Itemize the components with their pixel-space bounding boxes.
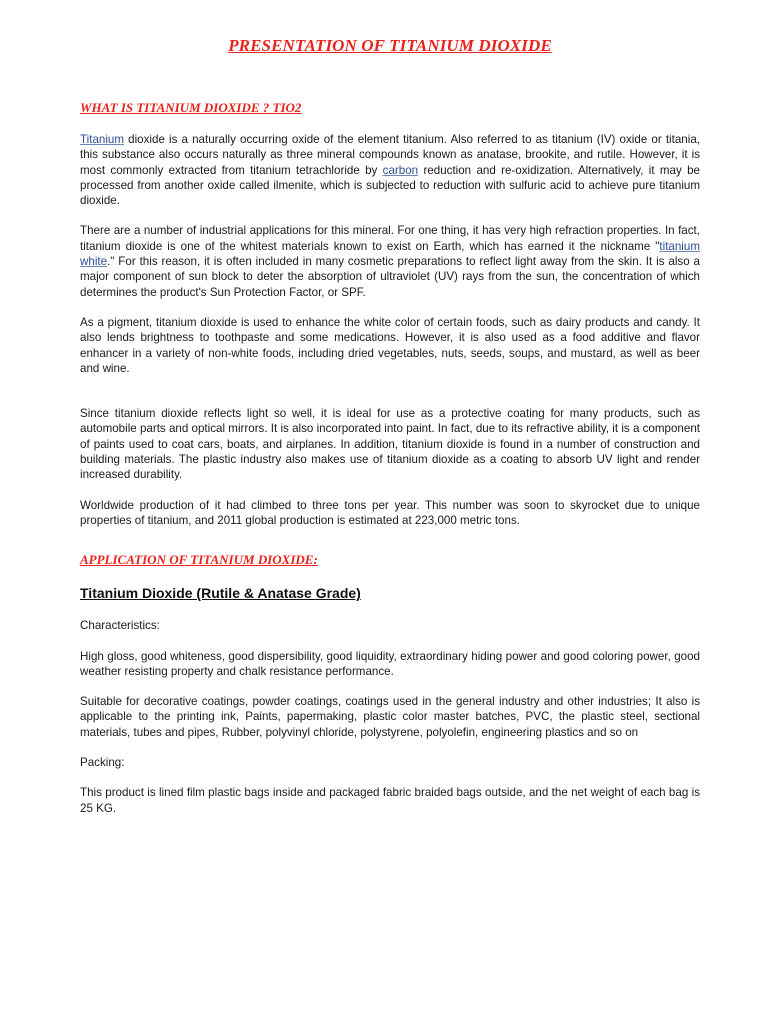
suitable-text: Suitable for decorative coatings, powder coatings, coatings used in the general industry and other industries; It also is applicable to the printing ink, Paints, papermaking, plastic color master batches, PVC, the plastic steel, sectional materials, tubes and pipes, Rubber, polyvinyl chloride, polystyrene, polyolefin, engineering plastics and so on	[80, 695, 700, 739]
packing-text: This product is lined film plastic bags inside and packaged fabric braided bags outside, and the net weight of each bag is 25 KG.	[80, 786, 700, 815]
product-subheading: Titanium Dioxide (Rutile & Anatase Grade)	[80, 585, 361, 602]
link-titanium-white[interactable]: titanium white	[80, 239, 700, 269]
paragraph-applications	[80, 223, 700, 299]
characteristics-text: High gloss, good whiteness, good dispersibility, good liquidity, extraordinary hiding power and good coloring power, good weather resisting property and chalk resistance performance.	[80, 649, 700, 678]
packing-label: Packing:	[80, 756, 125, 770]
paragraph-applications-text-b: ." For this reason, it is often included in many cosmetic preparations to reflect light away from the skin. It is also a major component of sun block to deter the absorption of ultraviolet (UV) rays from the sun, the concentration of which determines the product's Sun Protection Factor, or SPF.	[80, 255, 700, 299]
link-titanium[interactable]: Titanium	[80, 133, 125, 146]
paragraph-intro	[80, 132, 700, 208]
section-heading-what-is: WHAT IS TITANIUM DIOXIDE ? TIO2	[80, 100, 302, 115]
page-title: PRESENTATION OF TITANIUM DIOXIDE	[228, 36, 552, 55]
paragraph-production: Worldwide production of it had climbed to three tons per year. This number was soon to skyrocket due to unique properties of titanium, and 2011 global production is estimated at 223,000 metric tons.	[80, 498, 700, 527]
characteristics-label: Characteristics:	[80, 619, 160, 633]
paragraph-applications-text-a: There are a number of industrial applications for this mineral. For one thing, it has very high refraction properties. In fact, titanium dioxide is one of the whitest materials known to exist on Earth, which has earned it the nickname "	[80, 224, 700, 253]
paragraph-intro-text-a: dioxide is a naturally occurring oxide of the element titanium. Also referred to as titanium (IV) oxide or titania, this substance also occurs naturally as three mineral compounds known as anatase, brookite, and rutile. However, it is most commonly extracted from titanium tetrachloride by	[80, 133, 700, 177]
paragraph-intro-text-b: reduction and re-oxidization. Alternatively, it may be processed from another oxide called ilmenite, which is subjected to reduction with sulfuric acid to achieve pure titanium dioxide.	[80, 163, 700, 208]
paragraph-pigment: As a pigment, titanium dioxide is used to enhance the white color of certain foods, such as dairy products and candy. It also lends brightness to toothpaste and some medications. However, it is also used as a food additive and flavor enhancer in a variety of non-white foods, including dried vegetables, nuts, seeds, soups, and mustard, as well as beer and wine.	[80, 315, 700, 375]
link-carbon[interactable]: carbon	[382, 163, 419, 177]
section-heading-application: APPLICATION OF TITANIUM DIOXIDE:	[80, 552, 318, 568]
paragraph-coating: Since titanium dioxide reflects light so well, it is ideal for use as a protective coating for many products, such as automobile parts and optical mirrors. It is also incorporated into paint. In fact, due to its refractive ability, it is a component of paints used to coat cars, boats, and airplanes. In addition, titanium dioxide is found in a number of construction and building materials. The plastic industry also makes use of titanium dioxide as a coating to absorb UV light and render increased durability.	[80, 407, 700, 482]
